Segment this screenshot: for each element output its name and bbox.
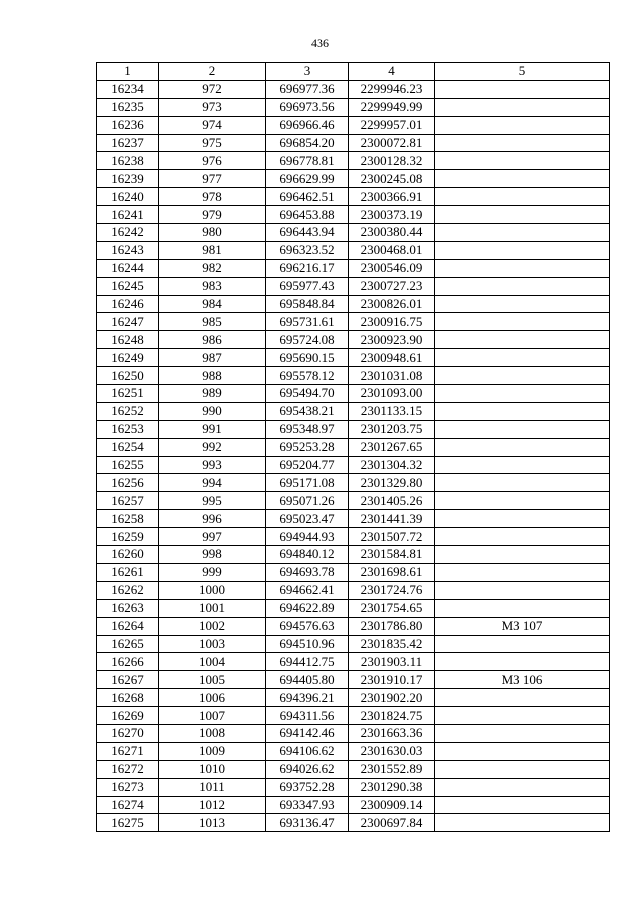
table-cell: 978 (159, 188, 266, 206)
table-row (97, 546, 610, 564)
table-cell (435, 707, 610, 725)
table-cell: 2301724.76 (349, 581, 435, 599)
table-cell: 2301584.81 (349, 546, 435, 564)
table-cell (435, 206, 610, 224)
table-cell (435, 528, 610, 546)
table-cell: 695438.21 (266, 402, 349, 420)
table-cell (435, 241, 610, 259)
table-cell: 695494.70 (266, 385, 349, 403)
table-cell (435, 224, 610, 242)
table-row (97, 617, 610, 635)
table-cell: 696973.56 (266, 98, 349, 116)
column-header: 5 (435, 63, 610, 81)
table-cell: 16264 (97, 617, 159, 635)
table-cell: 1007 (159, 707, 266, 725)
coordinates-table (96, 62, 610, 832)
table-cell (435, 116, 610, 134)
table-cell: 16251 (97, 385, 159, 403)
table-cell: 695348.97 (266, 420, 349, 438)
table-cell (435, 402, 610, 420)
table-cell: 986 (159, 331, 266, 349)
table-cell: 2300916.75 (349, 313, 435, 331)
table-cell (435, 581, 610, 599)
table-cell: 2301267.65 (349, 438, 435, 456)
table-cell: 694944.93 (266, 528, 349, 546)
table-cell: 694510.96 (266, 635, 349, 653)
table-cell: 973 (159, 98, 266, 116)
table-cell (435, 134, 610, 152)
table-cell (435, 295, 610, 313)
table-cell: 16263 (97, 599, 159, 617)
table-cell: 988 (159, 367, 266, 385)
table-cell: 2300128.32 (349, 152, 435, 170)
table-cell (435, 546, 610, 564)
table-cell: 2301203.75 (349, 420, 435, 438)
table-cell: 2300948.61 (349, 349, 435, 367)
table-cell: 1005 (159, 671, 266, 689)
table-cell: 16249 (97, 349, 159, 367)
table-cell: 693347.93 (266, 796, 349, 814)
table-cell: 694840.12 (266, 546, 349, 564)
table-cell: 16244 (97, 259, 159, 277)
table-header-row (97, 63, 610, 81)
table-row (97, 224, 610, 242)
table-cell (435, 510, 610, 528)
table-cell: 2301552.89 (349, 760, 435, 778)
table-row (97, 349, 610, 367)
table-cell: 974 (159, 116, 266, 134)
table-row (97, 635, 610, 653)
table-cell: 16234 (97, 80, 159, 98)
table-cell (435, 474, 610, 492)
table-cell (435, 724, 610, 742)
table-row (97, 188, 610, 206)
table-cell: 694576.63 (266, 617, 349, 635)
table-cell: 2301902.20 (349, 689, 435, 707)
table-cell: 696216.17 (266, 259, 349, 277)
table-row (97, 170, 610, 188)
table-cell: 16266 (97, 653, 159, 671)
table-cell: 985 (159, 313, 266, 331)
table-cell: 694396.21 (266, 689, 349, 707)
table-cell: 695731.61 (266, 313, 349, 331)
table-cell: 2300546.09 (349, 259, 435, 277)
table-cell (435, 188, 610, 206)
table-cell: 696778.81 (266, 152, 349, 170)
table-cell: 16245 (97, 277, 159, 295)
table-cell: 695977.43 (266, 277, 349, 295)
table-cell: 16262 (97, 581, 159, 599)
table-row (97, 134, 610, 152)
table-cell (435, 349, 610, 367)
table-row (97, 474, 610, 492)
table-cell: 693752.28 (266, 778, 349, 796)
table-cell: 16237 (97, 134, 159, 152)
table-cell: 1013 (159, 814, 266, 832)
table-cell (435, 98, 610, 116)
table-cell: 16258 (97, 510, 159, 528)
table-cell: 2300727.23 (349, 277, 435, 295)
table-cell: 16246 (97, 295, 159, 313)
table-cell (435, 599, 610, 617)
table-cell (435, 259, 610, 277)
table-cell (435, 760, 610, 778)
table-cell: 16241 (97, 206, 159, 224)
table-cell: 980 (159, 224, 266, 242)
table-cell: 16236 (97, 116, 159, 134)
table-cell: 2301031.08 (349, 367, 435, 385)
column-header: 3 (266, 63, 349, 81)
table-cell: 16265 (97, 635, 159, 653)
table-cell: 16240 (97, 188, 159, 206)
table-cell: 1012 (159, 796, 266, 814)
table-cell: 2301507.72 (349, 528, 435, 546)
table-cell: 2301304.32 (349, 456, 435, 474)
table-cell: 2299949.99 (349, 98, 435, 116)
table-cell (435, 742, 610, 760)
table-row (97, 456, 610, 474)
table-row (97, 241, 610, 259)
table-cell: 2300923.90 (349, 331, 435, 349)
table-cell: 695848.84 (266, 295, 349, 313)
table-cell: МЗ 107 (435, 617, 610, 635)
table-cell: 696629.99 (266, 170, 349, 188)
table-cell: 2300373.19 (349, 206, 435, 224)
table-row (97, 510, 610, 528)
table-cell: 998 (159, 546, 266, 564)
table-cell: 990 (159, 402, 266, 420)
table-cell: 16243 (97, 241, 159, 259)
table-cell: 16274 (97, 796, 159, 814)
table-cell: 2301824.75 (349, 707, 435, 725)
table-cell (435, 331, 610, 349)
table-row (97, 653, 610, 671)
table-cell: 2301290.38 (349, 778, 435, 796)
table-cell: 2300697.84 (349, 814, 435, 832)
table-cell: 16257 (97, 492, 159, 510)
table-cell: 2300826.01 (349, 295, 435, 313)
table-row (97, 98, 610, 116)
table-row (97, 313, 610, 331)
table-cell (435, 438, 610, 456)
table-row (97, 563, 610, 581)
table-row (97, 528, 610, 546)
table-cell: 981 (159, 241, 266, 259)
table-cell: 2300380.44 (349, 224, 435, 242)
table-cell: 16259 (97, 528, 159, 546)
table-cell: 696854.20 (266, 134, 349, 152)
table-cell: 16256 (97, 474, 159, 492)
table-cell: 695253.28 (266, 438, 349, 456)
table-cell: 994 (159, 474, 266, 492)
table-cell: 16242 (97, 224, 159, 242)
table-cell (435, 277, 610, 295)
table-row (97, 385, 610, 403)
table-cell: 694693.78 (266, 563, 349, 581)
table-cell (435, 689, 610, 707)
table-cell: 2301630.03 (349, 742, 435, 760)
table-row (97, 599, 610, 617)
table-cell: 999 (159, 563, 266, 581)
table-cell: 16261 (97, 563, 159, 581)
table-cell (435, 456, 610, 474)
table-cell (435, 653, 610, 671)
table-row (97, 671, 610, 689)
table-cell: 16255 (97, 456, 159, 474)
table-cell: 996 (159, 510, 266, 528)
table-cell: 995 (159, 492, 266, 510)
table-row (97, 402, 610, 420)
table-cell: 1001 (159, 599, 266, 617)
table-cell: 694405.80 (266, 671, 349, 689)
table-cell: 2301133.15 (349, 402, 435, 420)
table-cell: 2301754.65 (349, 599, 435, 617)
table-cell: 1011 (159, 778, 266, 796)
table-cell: 16253 (97, 420, 159, 438)
table-cell: 694106.62 (266, 742, 349, 760)
table-cell: 694311.56 (266, 707, 349, 725)
column-header: 2 (159, 63, 266, 81)
table-cell: 1008 (159, 724, 266, 742)
table-cell: 695204.77 (266, 456, 349, 474)
table-cell: 977 (159, 170, 266, 188)
table-cell: 16275 (97, 814, 159, 832)
table-row (97, 742, 610, 760)
table-cell: 16273 (97, 778, 159, 796)
table-cell (435, 385, 610, 403)
table-cell: МЗ 106 (435, 671, 610, 689)
table-cell: 1009 (159, 742, 266, 760)
table-cell: 696462.51 (266, 188, 349, 206)
table-cell: 2301329.80 (349, 474, 435, 492)
column-header: 1 (97, 63, 159, 81)
table-cell: 16250 (97, 367, 159, 385)
table-cell: 16238 (97, 152, 159, 170)
table-cell: 1004 (159, 653, 266, 671)
table-cell: 1010 (159, 760, 266, 778)
table-row (97, 492, 610, 510)
table-cell: 695578.12 (266, 367, 349, 385)
table-cell: 2301663.36 (349, 724, 435, 742)
table-cell (435, 170, 610, 188)
table-row (97, 420, 610, 438)
table-cell: 16252 (97, 402, 159, 420)
table-cell (435, 778, 610, 796)
table-cell: 2301786.80 (349, 617, 435, 635)
table-cell: 696966.46 (266, 116, 349, 134)
table-row (97, 778, 610, 796)
table-cell: 2300072.81 (349, 134, 435, 152)
table-cell: 16235 (97, 98, 159, 116)
table-cell: 2300245.08 (349, 170, 435, 188)
table-cell: 2301441.39 (349, 510, 435, 528)
table-cell: 695690.15 (266, 349, 349, 367)
table-cell: 2300468.01 (349, 241, 435, 259)
table-cell: 989 (159, 385, 266, 403)
table-cell: 16239 (97, 170, 159, 188)
table-cell: 972 (159, 80, 266, 98)
table-cell: 975 (159, 134, 266, 152)
table-cell: 1000 (159, 581, 266, 599)
table-cell: 696323.52 (266, 241, 349, 259)
table-cell: 2301835.42 (349, 635, 435, 653)
table-cell: 16269 (97, 707, 159, 725)
table-cell (435, 814, 610, 832)
table-row (97, 367, 610, 385)
table-cell: 696977.36 (266, 80, 349, 98)
table-cell: 991 (159, 420, 266, 438)
table-cell (435, 635, 610, 653)
table-cell (435, 492, 610, 510)
table-cell: 696453.88 (266, 206, 349, 224)
table-row (97, 689, 610, 707)
page-number: 436 (311, 36, 329, 50)
table-cell: 695724.08 (266, 331, 349, 349)
table-cell: 16247 (97, 313, 159, 331)
table-cell: 993 (159, 456, 266, 474)
table-row (97, 116, 610, 134)
table-cell: 16254 (97, 438, 159, 456)
table-row (97, 277, 610, 295)
table-cell: 983 (159, 277, 266, 295)
table-row (97, 796, 610, 814)
table-cell: 16267 (97, 671, 159, 689)
table-cell: 16268 (97, 689, 159, 707)
table-cell: 2301093.00 (349, 385, 435, 403)
table-cell: 16270 (97, 724, 159, 742)
table-cell: 694412.75 (266, 653, 349, 671)
table-cell: 992 (159, 438, 266, 456)
table-cell (435, 563, 610, 581)
table-cell: 987 (159, 349, 266, 367)
table-cell: 1002 (159, 617, 266, 635)
table-row (97, 331, 610, 349)
table-cell (435, 152, 610, 170)
table-cell: 2301405.26 (349, 492, 435, 510)
table-cell: 694142.46 (266, 724, 349, 742)
table-cell: 997 (159, 528, 266, 546)
table-cell: 694662.41 (266, 581, 349, 599)
table-row (97, 707, 610, 725)
table-cell: 1003 (159, 635, 266, 653)
table-cell: 2299957.01 (349, 116, 435, 134)
table-cell: 16272 (97, 760, 159, 778)
table-cell: 979 (159, 206, 266, 224)
table-cell (435, 367, 610, 385)
table-cell: 16248 (97, 331, 159, 349)
table-cell: 984 (159, 295, 266, 313)
column-header: 4 (349, 63, 435, 81)
table-row (97, 724, 610, 742)
table-row (97, 80, 610, 98)
table-cell: 696443.94 (266, 224, 349, 242)
table-row (97, 581, 610, 599)
table-cell (435, 313, 610, 331)
table-cell: 1006 (159, 689, 266, 707)
table-cell: 2301910.17 (349, 671, 435, 689)
table-row (97, 814, 610, 832)
table-row (97, 259, 610, 277)
table-cell: 695023.47 (266, 510, 349, 528)
table-row (97, 438, 610, 456)
table-cell: 982 (159, 259, 266, 277)
table-cell: 2299946.23 (349, 80, 435, 98)
table-cell (435, 80, 610, 98)
table-body (97, 80, 610, 831)
table-cell: 694622.89 (266, 599, 349, 617)
table-cell: 693136.47 (266, 814, 349, 832)
table-row (97, 760, 610, 778)
table-row (97, 206, 610, 224)
table-row (97, 295, 610, 313)
table-cell: 2300909.14 (349, 796, 435, 814)
table-cell: 2301698.61 (349, 563, 435, 581)
table-cell: 2300366.91 (349, 188, 435, 206)
table-cell: 694026.62 (266, 760, 349, 778)
table-cell: 2301903.11 (349, 653, 435, 671)
table-row (97, 152, 610, 170)
table-cell (435, 796, 610, 814)
table-cell (435, 420, 610, 438)
table-cell: 976 (159, 152, 266, 170)
table-cell: 695071.26 (266, 492, 349, 510)
table-cell: 695171.08 (266, 474, 349, 492)
table-cell: 16271 (97, 742, 159, 760)
table-cell: 16260 (97, 546, 159, 564)
